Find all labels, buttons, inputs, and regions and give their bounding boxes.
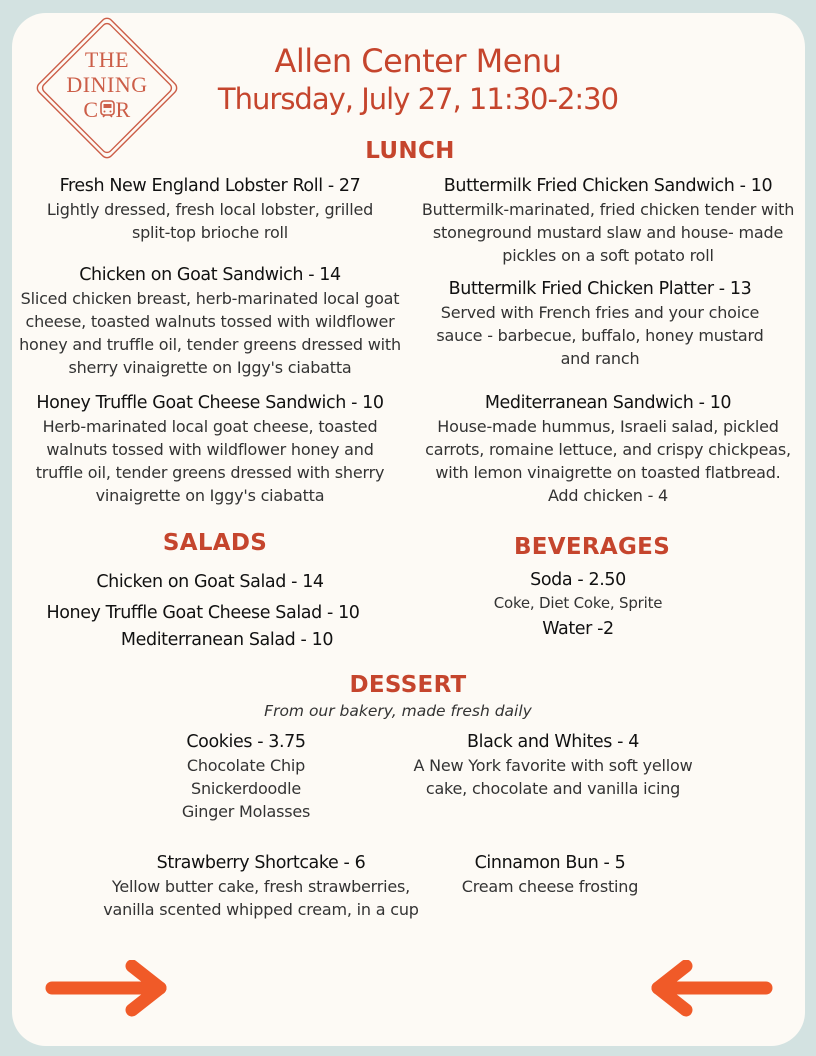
soda-options: Coke, Diet Coke, Sprite bbox=[493, 594, 663, 612]
dessert-heading: DESSERT bbox=[349, 672, 467, 698]
salad-item: Honey Truffle Goat Cheese Salad - 10 bbox=[46, 603, 360, 623]
menu-item: Honey Truffle Goat Cheese Sandwich - 10 Herb-marinated local goat cheese, toasted walnuts tossed with wildflower honey and truffle oil, tender greens dressed with sherry vinaigrette on Iggy's ciabatta bbox=[35, 393, 385, 505]
menu-item: Buttermilk Fried Chicken Sandwich - 10 Buttermilk-marinated, fried chicken tender with stoneground mustard slaw and house- made pickles on a soft potato roll bbox=[421, 176, 795, 265]
water-item: Water -2 bbox=[542, 619, 614, 639]
arrow-right-icon bbox=[44, 960, 172, 1024]
salad-list bbox=[12, 566, 408, 652]
menu-item: Buttermilk Fried Chicken Platter - 13 Served with French fries and your choice sauce - barbecue, buffalo, honey mustard and ranch bbox=[436, 279, 764, 368]
logo-line-car: C R bbox=[83, 97, 131, 122]
salad-item: Chicken on Goat Salad - 14 bbox=[96, 572, 324, 592]
menu-item: Fresh New England Lobster Roll - 27 Lightly dressed, fresh local lobster, grilled split-top brioche roll bbox=[46, 176, 374, 242]
dessert-item: Strawberry Shortcake - 6 Yellow butter cake, fresh strawberries, vanilla scented whipped cream, in a cup bbox=[103, 853, 419, 919]
page-title: Allen Center Menu bbox=[274, 42, 562, 80]
dessert-item: Black and Whites - 4 A New York favorite with soft yellow cake, chocolate and vanilla icing bbox=[413, 732, 693, 798]
dessert-item: Cookies - 3.75 Chocolate Chip Snickerdoodle Ginger Molasses bbox=[181, 732, 311, 821]
salad-item: Mediterranean Salad - 10 bbox=[120, 630, 334, 650]
dining-car-logo bbox=[26, 7, 188, 169]
salads-heading: SALADS bbox=[162, 530, 268, 556]
logo-line-the: THE bbox=[84, 47, 130, 72]
page-subtitle: Thursday, July 27, 11:30-2:30 bbox=[217, 82, 619, 116]
menu-item: Mediterranean Sandwich - 10 House-made hummus, Israeli salad, pickled carrots, romaine lettuce, and crispy chickpeas, with lemon vinaigrette on toasted flatbread. Add chicken - 4 bbox=[425, 393, 791, 505]
beverages-heading: BEVERAGES bbox=[513, 534, 671, 560]
dessert-subtitle: From our bakery, made fresh daily bbox=[264, 702, 532, 720]
menu-item: Chicken on Goat Sandwich - 14 Sliced chicken breast, herb-marinated local goat cheese, toasted walnuts tossed with wildflower honey and truffle oil, tender greens dressed with sherry vinaigrette on Iggy's ciabatta bbox=[19, 265, 401, 377]
dessert-item: Cinnamon Bun - 5 Cream cheese frosting bbox=[461, 853, 639, 896]
beverage-list bbox=[478, 569, 678, 641]
train-icon bbox=[99, 100, 116, 119]
lunch-heading: LUNCH bbox=[365, 138, 455, 164]
logo-line-dining: DINING bbox=[66, 72, 148, 97]
soda-item: Soda - 2.50 bbox=[530, 570, 626, 590]
arrow-left-icon bbox=[646, 960, 774, 1024]
